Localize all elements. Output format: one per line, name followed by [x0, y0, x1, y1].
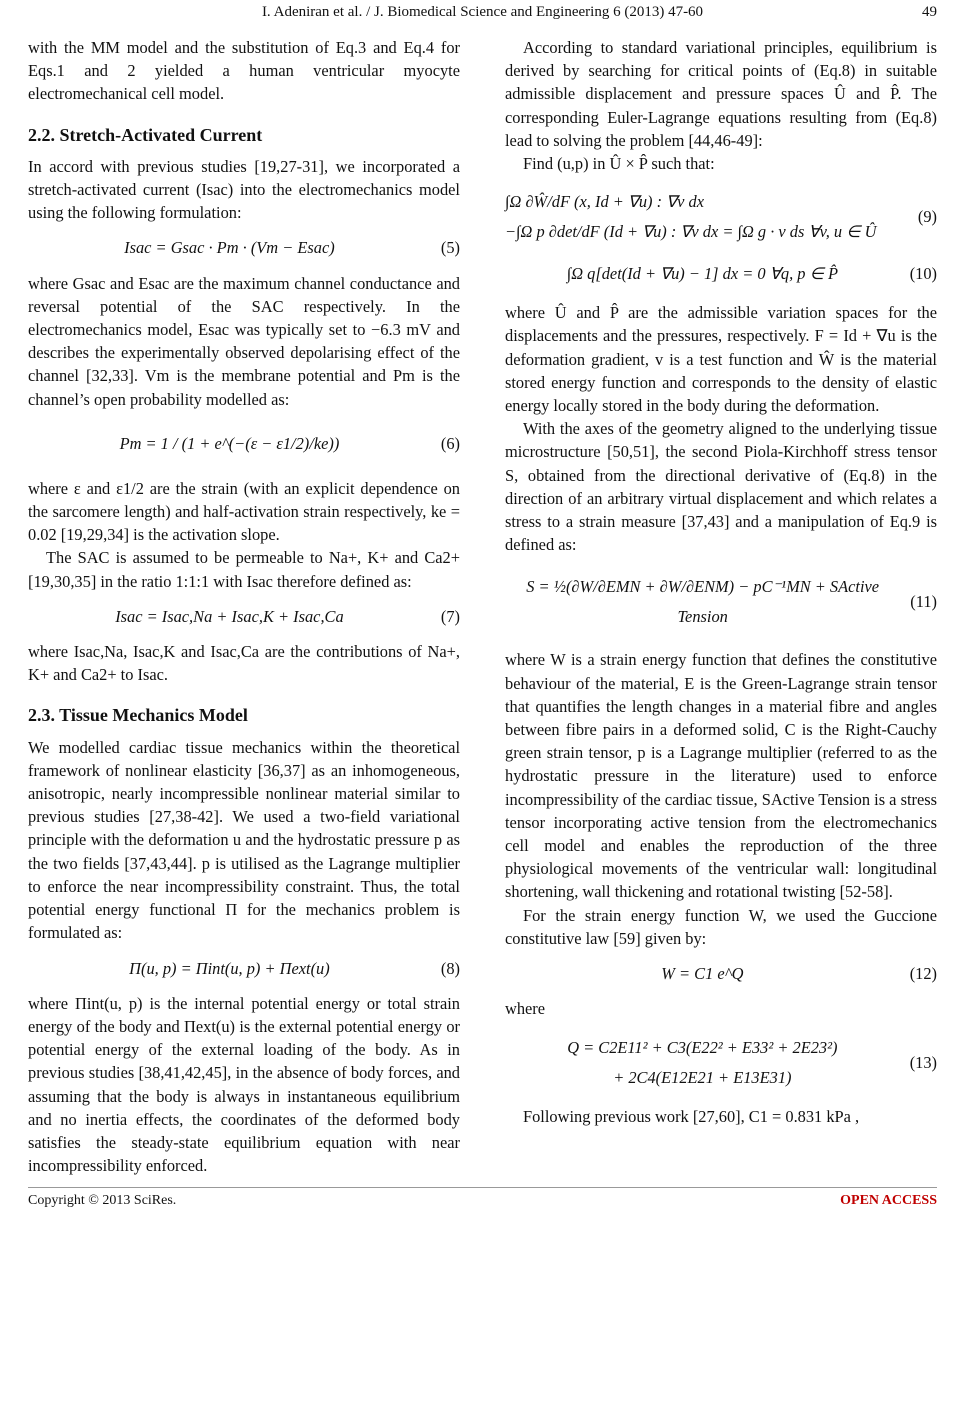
page-number: 49 — [922, 4, 937, 20]
equation-number: (6) — [440, 433, 460, 453]
paragraph: where Û and P̂ are the admissible variation spaces for the displacements and the pressures, respectively. F = Id + ∇u is the deformation gradient, v is a test function and Ŵ is the material stored energy function and corresponds to the density of elastic energy locally stored in the body during the deformation. — [505, 303, 937, 416]
paragraph: For the strain energy function W, we used the Guccione constitutive law [59] given by: — [505, 905, 937, 948]
paragraph: where Πint(u, p) is the internal potential energy or total strain energy of the body and Πext(u) is the external potential energy or potential energy of the external loading of the body. As in previous studies [38,41,42,45], in the absence of body forces, and assuming that the body is always in instantaneous equilibrium and no inertia effects, the coordinates of the deformed body satisfies the steady-state equilibrium equation with near incompressibility enforced. — [28, 993, 460, 1176]
equation-line: ∫Ω ∂Ŵ/dF (x, Id + ∇u) : ∇v dx — [505, 192, 704, 212]
paragraph: where Isac,Na, Isac,K and Isac,Ca are the contributions of Na+, K+ and Ca2+ to Isac. — [28, 642, 460, 685]
equation-number: (13) — [909, 1052, 937, 1072]
equation-line: Q = C2E11² + C3(E22² + E33² + 2E23²) — [567, 1037, 838, 1057]
footer — [28, 1187, 937, 1209]
equation-number: (8) — [440, 958, 460, 978]
equation-13 — [505, 1033, 937, 1093]
equation-text: S = ½(∂W/∂EMN + ∂W/∂ENM) − pC⁻¹MN + SActive Tension — [526, 577, 880, 627]
paragraph: where — [505, 999, 546, 1019]
equation-6 — [28, 429, 460, 459]
equation-number: (7) — [440, 606, 460, 626]
right-column — [505, 36, 937, 1177]
paragraph: where ε and ε1/2 are the strain (with an explicit dependence on the sarcomere length) and half-activation strain respectively, ke = 0.02 [19,29,34] is the activation slope. — [28, 478, 460, 545]
section-heading: 2.2. Stretch-Activated Current — [28, 124, 263, 145]
open-access-label: OPEN ACCESS — [840, 1193, 937, 1209]
paragraph: where Gsac and Esac are the maximum channel conductance and reversal potential of the SAC respectively. In the electromechanics model, Esac was typically set to −6.3 mV and describes the experimentally observed depolarising effect of the channel [32,33]. Vm is the membrane potential and Pm is the channel’s open probability modelled as: — [28, 273, 460, 409]
running-header: I. Adeniran et al. / J. Biomedical Science and Engineering 6 (2013) 47-60 — [261, 4, 704, 20]
header-row — [28, 0, 937, 32]
section-heading: 2.3. Tissue Mechanics Model — [28, 705, 248, 726]
equation-line: + 2C4(E12E21 + E13E31) — [613, 1067, 792, 1087]
equation-9 — [505, 187, 937, 247]
paragraph: where W is a strain energy function that defines the constitutive behaviour of the material, E is the Green-Lagrange strain tensor that quantifies the length changes in a material fibre and angles between fibre pairs in a deformed solid, C is the Right-Cauchy green strain tensor, p is a Lagrange multiplier (referred to as the hydrostatic pressure in the literature) used to enforce incompressibility of the cardiac tissue, SActive Tension is a stress tensor incorporating active tension from the electromechanics cell model and enables the reproduction of the three physiological movements of the ventricular wall: longitudinal shortening, wall thickening and rotational twisting [52-58]. — [505, 650, 937, 902]
equation-8 — [28, 957, 460, 980]
equation-text: Isac = Isac,Na + Isac,K + Isac,Ca — [115, 606, 344, 626]
left-column — [28, 36, 460, 1177]
equation-text: Isac = Gsac · Pm · (Vm − Esac) — [124, 238, 335, 258]
equation-11 — [505, 572, 937, 632]
equation-7 — [28, 605, 460, 628]
equation-number: (5) — [440, 238, 460, 258]
copyright: Copyright © 2013 SciRes. — [28, 1193, 177, 1209]
equation-12 — [505, 962, 937, 985]
paragraph: With the axes of the geometry aligned to the underlying tissue microstructure [50,51], the second Piola-Kirchhoff stress tensor S, obtained from the directional derivative of (Eq.8) in the direction of an arbitrary virtual displacement and which relates a stress to a strain measure [37,43] and a manipulation of Eq.9 is defined as: — [505, 419, 937, 555]
equation-lines — [505, 1033, 900, 1093]
equation-line: −∫Ω p ∂det/dF (Id + ∇u) : ∇v dx = ∫Ω g · v ds ∀v, u ∈ Û — [505, 222, 877, 242]
equation-text: Pm = 1 / (1 + e^(−(ε − ε1/2)/ke)) — [119, 433, 340, 453]
paragraph: In accord with previous studies [19,27-31], we incorporated a stretch-activated current (Isac) into the electromechanics model using the following formulation: — [28, 156, 460, 223]
equation-number: (9) — [917, 207, 937, 227]
columns — [28, 36, 937, 1177]
paragraph: We modelled cardiac tissue mechanics within the theoretical framework of nonlinear elasticity [36,37] as an inhomogeneous, anisotropic, nearly incompressible nonlinear material similar to previous studies [27,38-42]. We used a two-field variational principle with the deformation u and the hydrostatic pressure p as the two fields [37,43,44]. p is utilised as the Lagrange multiplier to enforce the near incompressibility constraint. Thus, the total potential energy functional Π for the mechanics problem is formulated as: — [28, 737, 460, 943]
paragraph: with the MM model and the substitution of Eq.3 and Eq.4 for Eqs.1 and 2 yielded a human ventricular myocyte electromechanical cell model. — [28, 38, 460, 104]
paragraph: Find (u,p) in Û × P̂ such that: — [523, 154, 715, 174]
equation-10 — [505, 259, 937, 289]
paragraph: The SAC is assumed to be permeable to Na+, K+ and Ca2+ [19,30,35] in the ratio 1:1:1 with Isac therefore defined as: — [28, 548, 460, 591]
equation-number: (12) — [909, 964, 937, 984]
paragraph: According to standard variational principles, equilibrium is derived by searching for critical points of (Eq.8) in suitable admissible displacement and pressure spaces Û and P̂. The corresponding Euler-Lagrange equations resulting from (Eq.8) lead to solving the problem [44,46-49]: — [505, 38, 937, 150]
equation-lines — [505, 187, 908, 247]
equation-5 — [28, 236, 460, 259]
equation-number: (10) — [909, 264, 937, 284]
equation-number: (11) — [910, 592, 937, 612]
equation-text: ∫Ω q[det(Id + ∇u) − 1] dx = 0 ∀q, p ∈ P̂ — [566, 264, 838, 284]
equation-text: W = C1 e^Q — [661, 964, 744, 984]
equation-text: Π(u, p) = Πint(u, p) + Πext(u) — [129, 958, 330, 978]
paragraph: Following previous work [27,60], C1 = 0.831 kPa , — [523, 1106, 860, 1126]
